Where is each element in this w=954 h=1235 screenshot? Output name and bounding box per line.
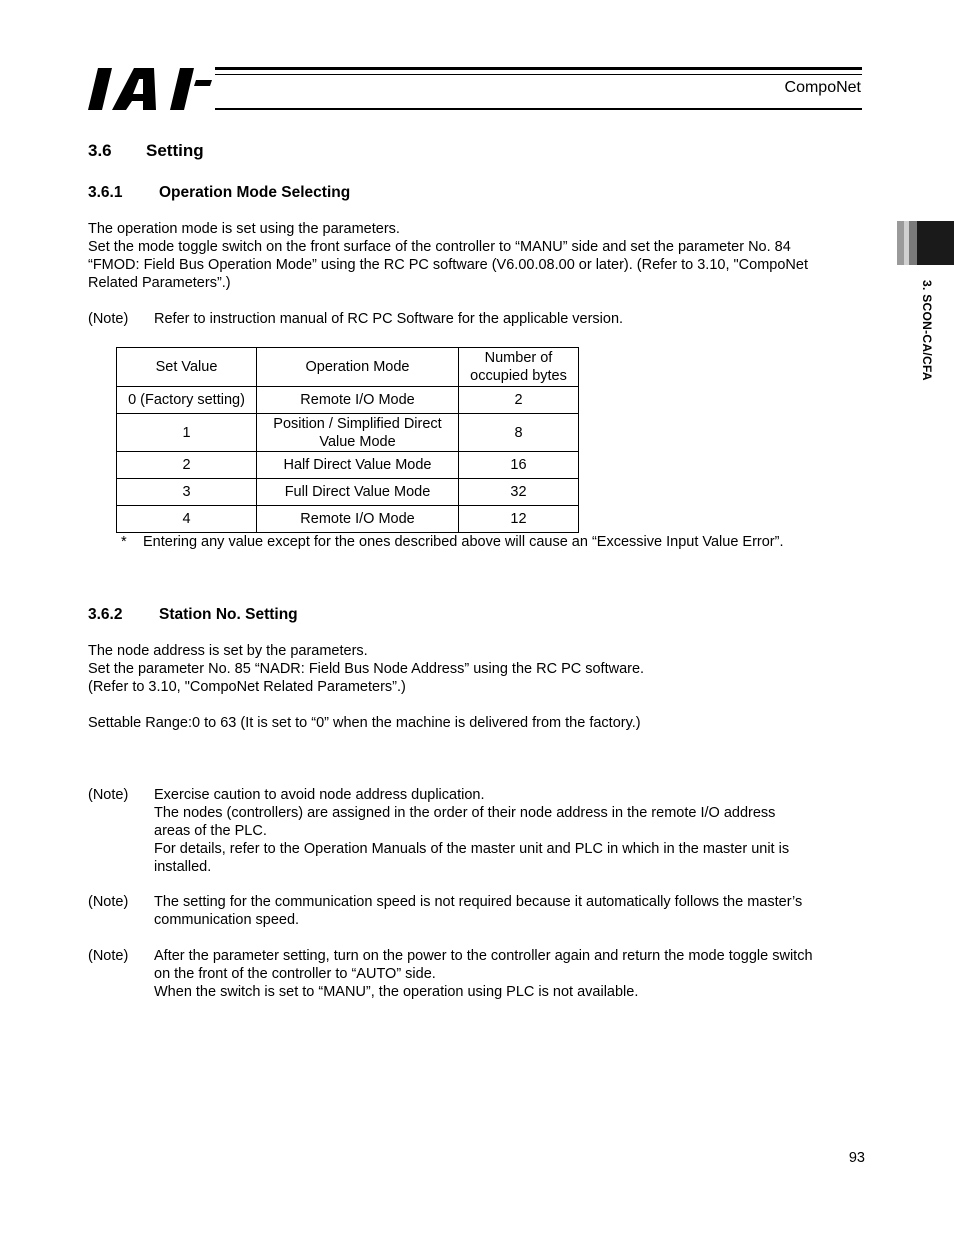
table-cell: 12: [459, 506, 579, 533]
note-line: areas of the PLC.: [154, 823, 267, 839]
table-cell: 3: [117, 479, 257, 506]
section-title: Setting: [146, 141, 204, 160]
table-cell: Position / Simplified Direct Value Mode: [257, 414, 459, 452]
table-row: [117, 506, 579, 533]
table-cell: 16: [459, 452, 579, 479]
note-line: Exercise caution to avoid node address duplication.: [154, 787, 485, 803]
table-header-cell: Operation Mode: [257, 348, 459, 387]
footnote-mark: *: [121, 534, 127, 550]
note-line: For details, refer to the Operation Manuals of the master unit and PLC in which in the master unit is: [154, 841, 790, 857]
section-heading: [88, 141, 204, 160]
table-cell: 32: [459, 479, 579, 506]
paragraph-line: The node address is set by the parameters.: [88, 643, 368, 659]
subsection-title: Station No. Setting: [159, 606, 298, 623]
subsection-number: 3.6.2: [88, 606, 123, 623]
note-line: installed.: [154, 859, 212, 875]
table-row: [117, 414, 579, 452]
chapter-tab-marker: [897, 221, 917, 265]
table-header-cell: Set Value: [117, 348, 257, 387]
table-cell: 4: [117, 506, 257, 533]
note-label: (Note): [88, 948, 129, 964]
operation-mode-table: [116, 347, 579, 533]
table-cell: Half Direct Value Mode: [257, 452, 459, 479]
paragraph-line: Related Parameters”.): [88, 275, 231, 291]
note-line: When the switch is set to “MANU”, the operation using PLC is not available.: [154, 984, 639, 1000]
subsection-heading-1: [88, 184, 351, 202]
note-label: (Note): [88, 311, 129, 327]
footnote-text: Entering any value except for the ones described above will cause an “Excessive Input Value Error”.: [143, 534, 784, 550]
table-header-cell: Number of occupied bytes: [459, 348, 579, 387]
table-cell: 8: [459, 414, 579, 452]
chapter-tab-label: 3. SCON-CA/CFA: [920, 280, 934, 381]
product-name: CompoNet: [784, 79, 861, 96]
iai-logo: [88, 66, 212, 112]
paragraph-line: Set the mode toggle switch on the front surface of the controller to “MANU” side and set the parameter No. 84: [88, 239, 791, 255]
note-text: Refer to instruction manual of RC PC Software for the applicable version.: [154, 311, 624, 327]
table-cell: Remote I/O Mode: [257, 506, 459, 533]
section-number: 3.6: [88, 141, 112, 160]
subsection-title: Operation Mode Selecting: [159, 184, 351, 201]
subsection-number: 3.6.1: [88, 184, 123, 201]
note-line: on the front of the controller to “AUTO” side.: [154, 966, 436, 982]
note-label: (Note): [88, 787, 129, 803]
table-cell: Remote I/O Mode: [257, 387, 459, 414]
note-label: (Note): [88, 894, 129, 910]
table-row: [117, 479, 579, 506]
note-line: After the parameter setting, turn on the power to the controller again and return the mode toggle switch: [154, 948, 813, 964]
subsection-heading-2: [88, 606, 298, 624]
chapter-tab-block: [917, 221, 954, 265]
table-cell: Full Direct Value Mode: [257, 479, 459, 506]
header-rule-mid: [215, 74, 862, 75]
table-cell: 0 (Factory setting): [117, 387, 257, 414]
table-header-row: [117, 348, 579, 387]
paragraph-line: “FMOD: Field Bus Operation Mode” using the RC PC software (V6.00.08.00 or later). (Refer to 3.10, "CompoNet: [88, 257, 808, 273]
table-cell: 1: [117, 414, 257, 452]
note-line: communication speed.: [154, 912, 300, 928]
table-cell: 2: [117, 452, 257, 479]
page-number: 93: [848, 1150, 865, 1166]
table-row: [117, 387, 579, 414]
settable-range: Settable Range:0 to 63 (It is set to “0” when the machine is delivered from the factory.): [88, 715, 641, 731]
table-cell: 2: [459, 387, 579, 414]
paragraph-line: Set the parameter No. 85 “NADR: Field Bus Node Address” using the RC PC software.: [88, 661, 645, 677]
header-rule-bottom: [215, 108, 862, 110]
header-rule-top: [215, 67, 862, 70]
paragraph-line: (Refer to 3.10, "CompoNet Related Parameters”.): [88, 679, 406, 695]
table-row: [117, 452, 579, 479]
paragraph-line: The operation mode is set using the parameters.: [88, 221, 400, 237]
note-line: The setting for the communication speed is not required because it automatically follows the master’s: [154, 894, 803, 910]
note-line: The nodes (controllers) are assigned in the order of their node address in the remote I/O address: [154, 805, 776, 821]
